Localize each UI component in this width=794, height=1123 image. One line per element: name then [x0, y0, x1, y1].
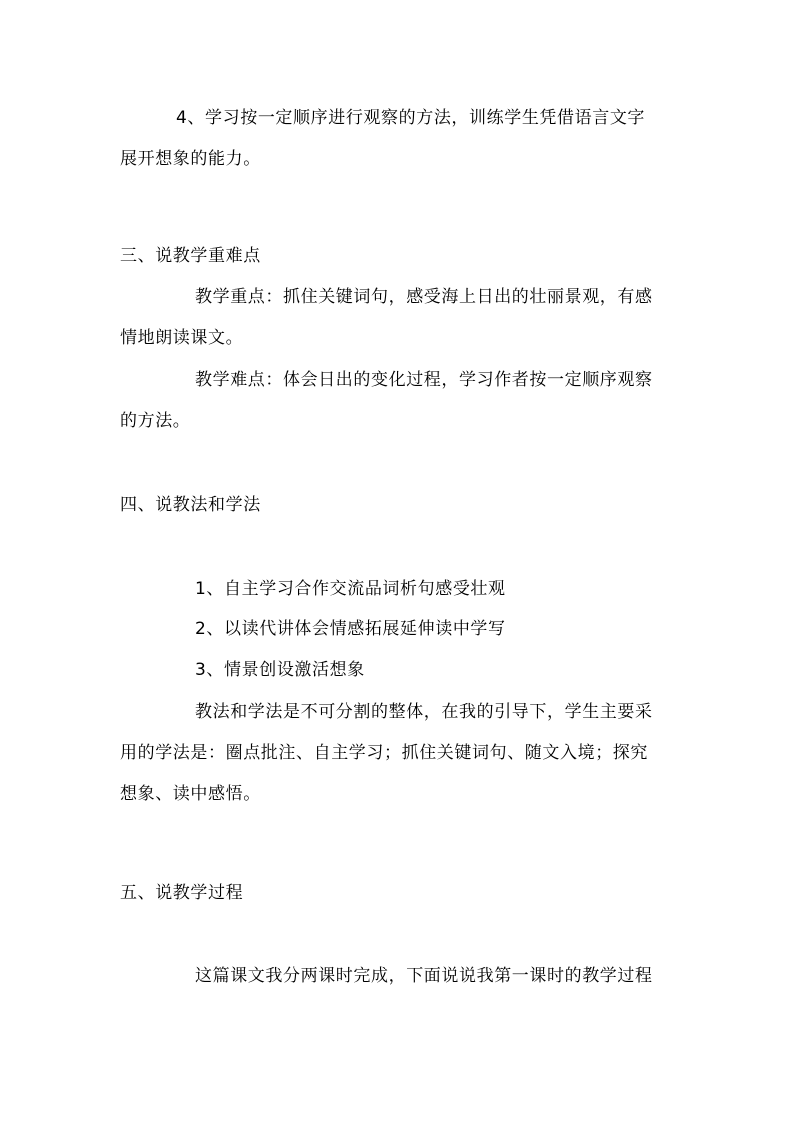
method-item-2: 2、以读代讲体会情感拓展延伸读中学写 [195, 619, 506, 639]
key-point-line-1: 教学重点：抓住关键词句，感受海上日出的壮丽景观，有感 [195, 287, 653, 307]
key-point-line-2: 情地朗读课文。 [120, 328, 244, 348]
section-4-heading: 四、说教法和学法 [120, 495, 261, 515]
method-paragraph-line-2: 用的学法是：圈点批注、自主学习；抓住关键词句、随文入境；探究 [120, 743, 648, 763]
process-intro-line: 这篇课文我分两课时完成，下面说说我第一课时的教学过程 [195, 966, 653, 986]
method-paragraph-line-1: 教法和学法是不可分割的整体，在我的引导下，学生主要采 [195, 702, 653, 722]
method-paragraph-line-3: 想象、读中感悟。 [120, 784, 261, 804]
difficulty-line-2: 的方法。 [120, 411, 191, 431]
difficulty-line-1: 教学难点：体会日出的变化过程，学习作者按一定顺序观察 [195, 370, 653, 390]
objective-4-line-1: 4、学习按一定顺序进行观察的方法，训练学生凭借语言文字 [176, 108, 646, 128]
objective-4-line-2: 展开想象的能力。 [120, 149, 261, 169]
section-5-heading: 五、说教学过程 [120, 883, 244, 903]
method-item-3: 3、情景创设激活想象 [195, 660, 365, 680]
method-item-1: 1、自主学习合作交流品词析句感受壮观 [195, 579, 506, 599]
section-3-heading: 三、说教学重难点 [120, 246, 261, 266]
